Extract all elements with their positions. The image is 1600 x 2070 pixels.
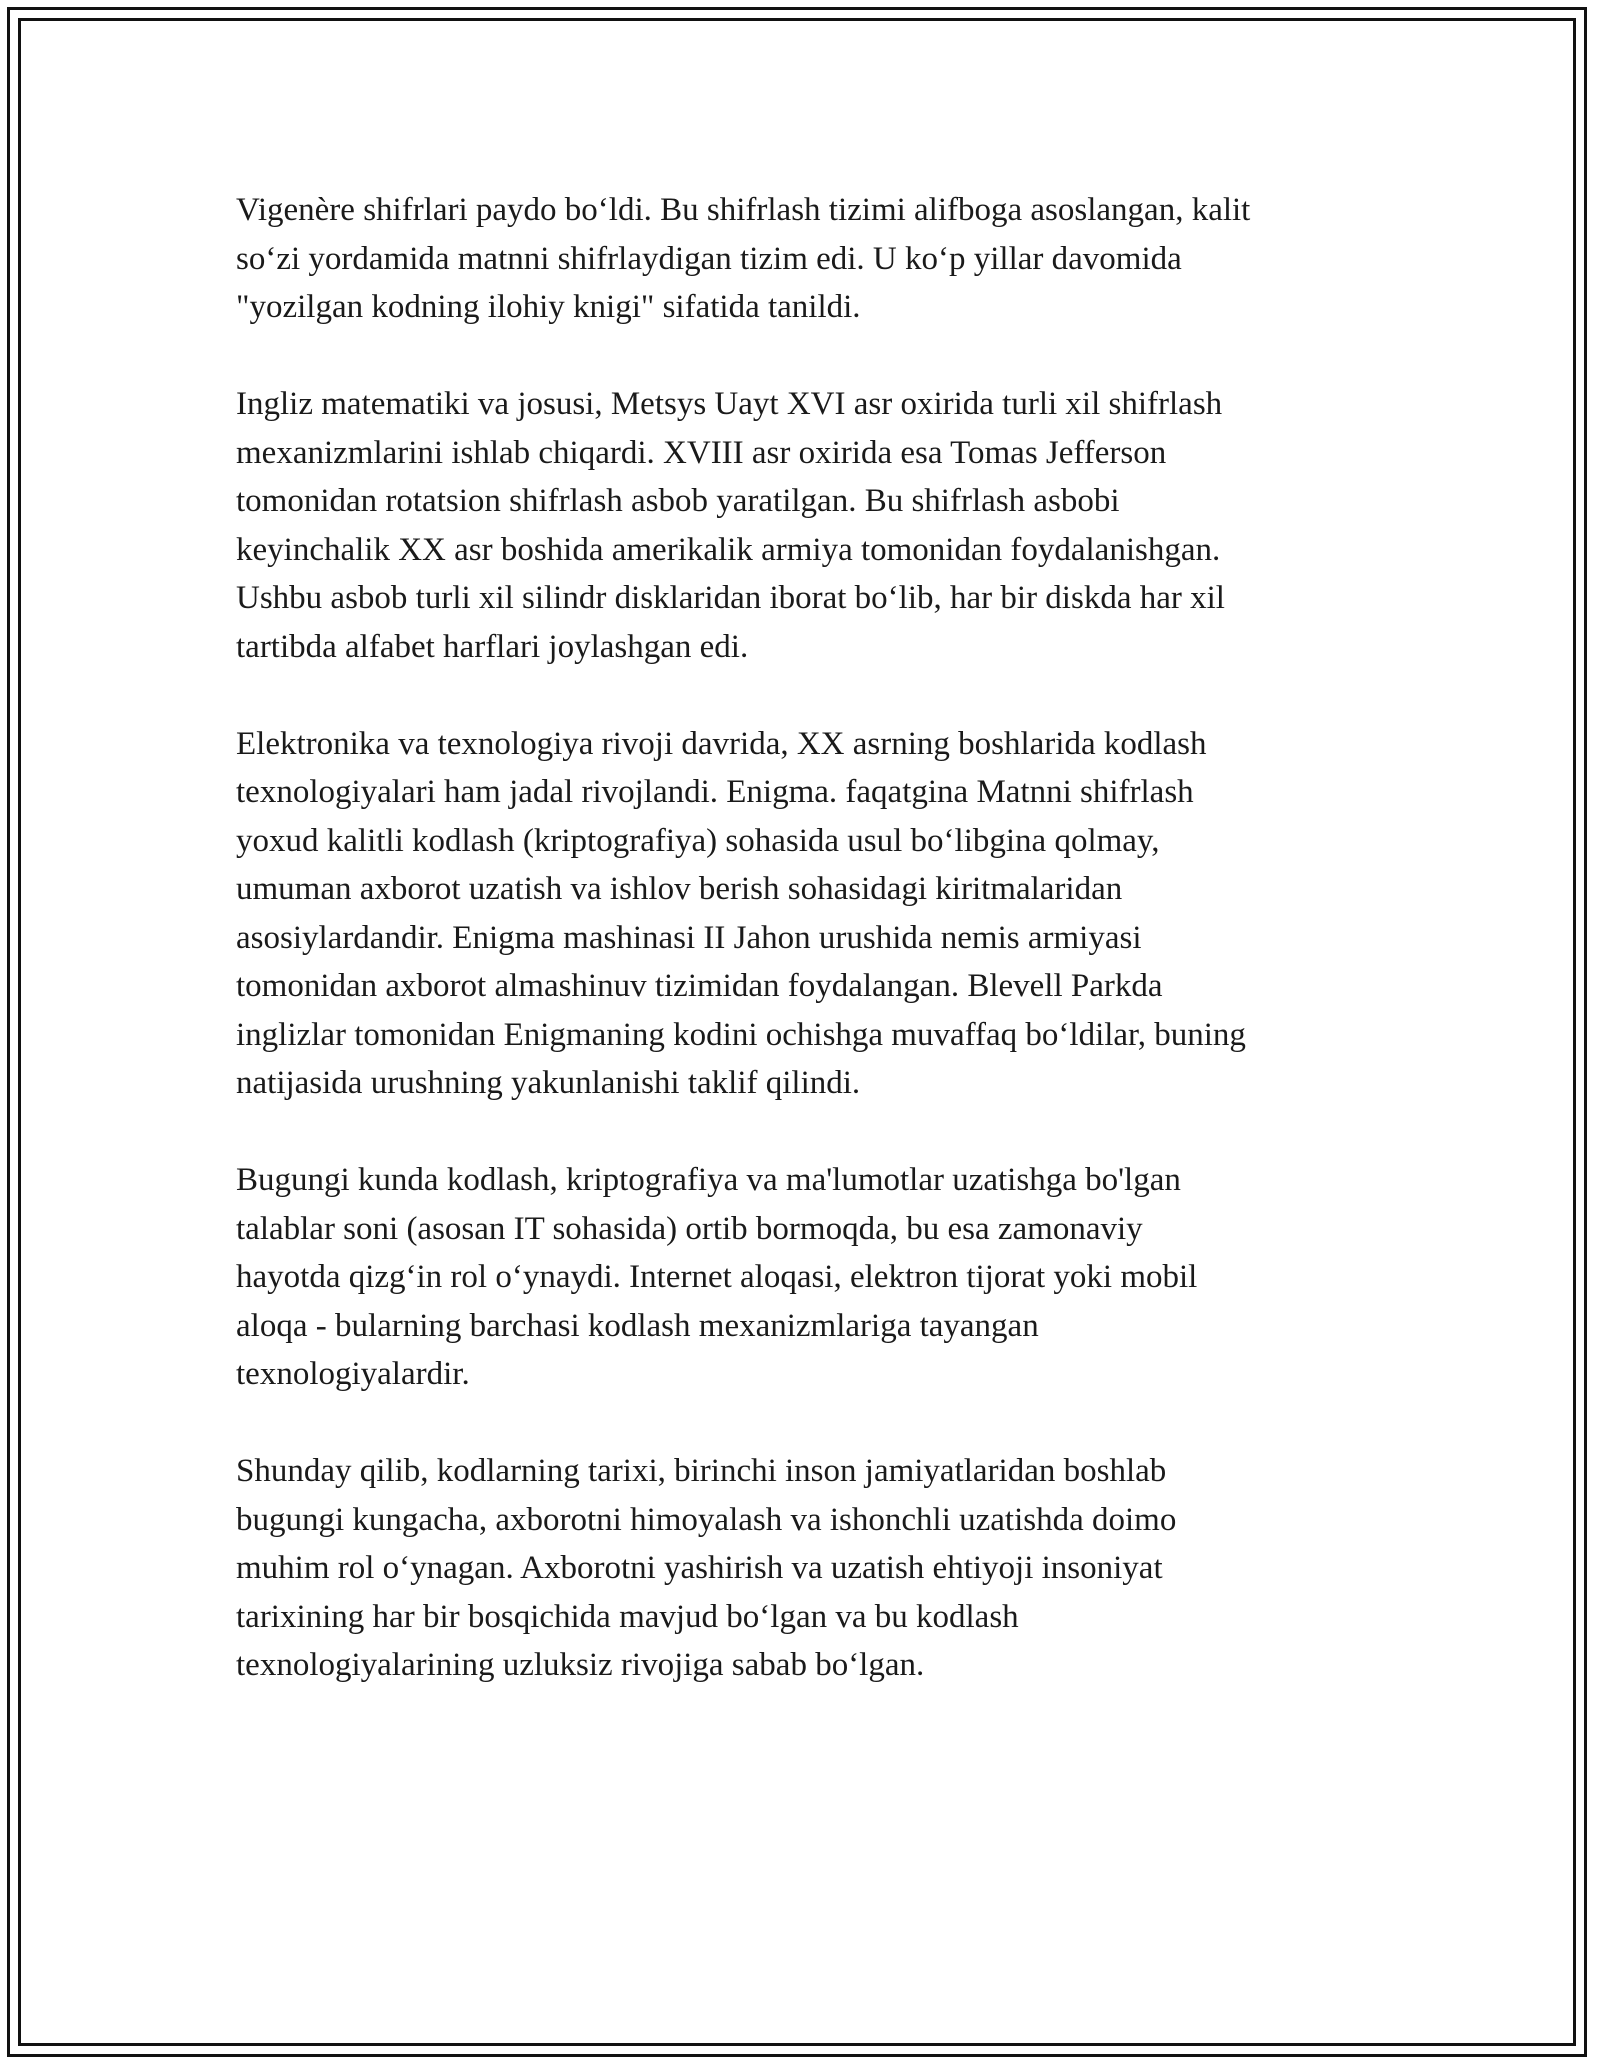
text-line: texnologiyalardir. — [236, 1356, 470, 1392]
text-line: texnologiyalarining uzluksiz rivojiga sabab bo‘lgan. — [236, 1647, 925, 1683]
text-line: Elektronika va texnologiya rivoji davrida, XX asrning boshlarida kodlash — [236, 725, 1207, 762]
text-line: tomonidan axborot almashinuv tizimidan foydalangan. Blevell Parkda — [236, 968, 1163, 1004]
text-line: umuman axborot uzatish va ishlov berish sohasidagi kiritmalaridan — [236, 871, 1123, 907]
text-line: hayotda qizg‘in rol o‘ynaydi. Internet aloqasi, elektron tijorat yoki mobil — [236, 1259, 1198, 1295]
text-line: Bugungi kunda kodlash, kriptografiya va ma'lumotlar uzatishga bo'lgan — [236, 1162, 1181, 1198]
text-line: inglizlar tomonidan Enigmaning kodini ochishga muvaffaq bo‘ldilar, buning — [236, 1016, 1246, 1053]
text-line: talablar soni (asosan IT sohasida) ortib bormoqda, bu esa zamonaviy — [236, 1210, 1143, 1247]
paragraph-jefferson — [236, 380, 1376, 671]
document-body — [236, 186, 1376, 1738]
text-line: tomonidan rotatsion shifrlash asbob yaratilgan. Bu shifrlash asbobi — [236, 483, 1120, 519]
text-line: natijasida urushning yakunlanishi taklif qilindi. — [236, 1065, 861, 1101]
text-line: Ushbu asbob turli xil silindr disklaridan iborat bo‘lib, har bir diskda har xil — [236, 580, 1225, 616]
text-line: tarixining har bir bosqichida mavjud bo‘lgan va bu kodlash — [236, 1598, 1019, 1635]
paragraph-enigma — [236, 720, 1376, 1108]
text-line: texnologiyalari ham jadal rivojlandi. Enigma. faqatgina Matnni shifrlash — [236, 774, 1194, 810]
text-line: Ingliz matematiki va josusi, Metsys Uayt XVI asr oxirida turli xil shifrlash — [236, 386, 1223, 422]
text-line: bugungi kungacha, axborotni himoyalash va ishonchli uzatishda doimo — [236, 1501, 1177, 1538]
text-line: Shunday qilib, kodlarning tarixi, birinchi inson jamiyatlaridan boshlab — [236, 1453, 1167, 1489]
text-line: so‘zi yordamida matnni shifrlaydigan tizim edi. U ko‘p yillar davomida — [236, 240, 1182, 277]
text-line: Vigenère shifrlari paydo bo‘ldi. Bu shifrlash tizimi alifboga asoslangan, kalit — [236, 192, 1251, 228]
text-line: aloqa - bularning barchasi kodlash mexanizmlariga tayangan — [236, 1307, 1039, 1344]
paragraph-conclusion — [236, 1447, 1376, 1690]
text-line: yoxud kalitli kodlash (kriptografiya) sohasida usul bo‘libgina qolmay, — [236, 822, 1160, 859]
paragraph-vigenere — [236, 186, 1376, 332]
paragraph-modern-era — [236, 1156, 1376, 1399]
text-line: mexanizmlarini ishlab chiqardi. XVIII asr oxirida esa Tomas Jefferson — [236, 434, 1167, 471]
text-line: muhim rol o‘ynagan. Axborotni yashirish va uzatish ehtiyoji insoniyat — [236, 1550, 1163, 1586]
text-line: asosiylardandir. Enigma mashinasi II Jahon urushida nemis armiyasi — [236, 919, 1142, 956]
text-line: keyinchalik XX asr boshida amerikalik armiya tomonidan foydalanishgan. — [236, 531, 1221, 568]
text-line: tartibda alfabet harflari joylashgan edi. — [236, 628, 749, 665]
text-line: "yozilgan kodning ilohiy knigi" sifatida tanildi. — [236, 289, 861, 325]
